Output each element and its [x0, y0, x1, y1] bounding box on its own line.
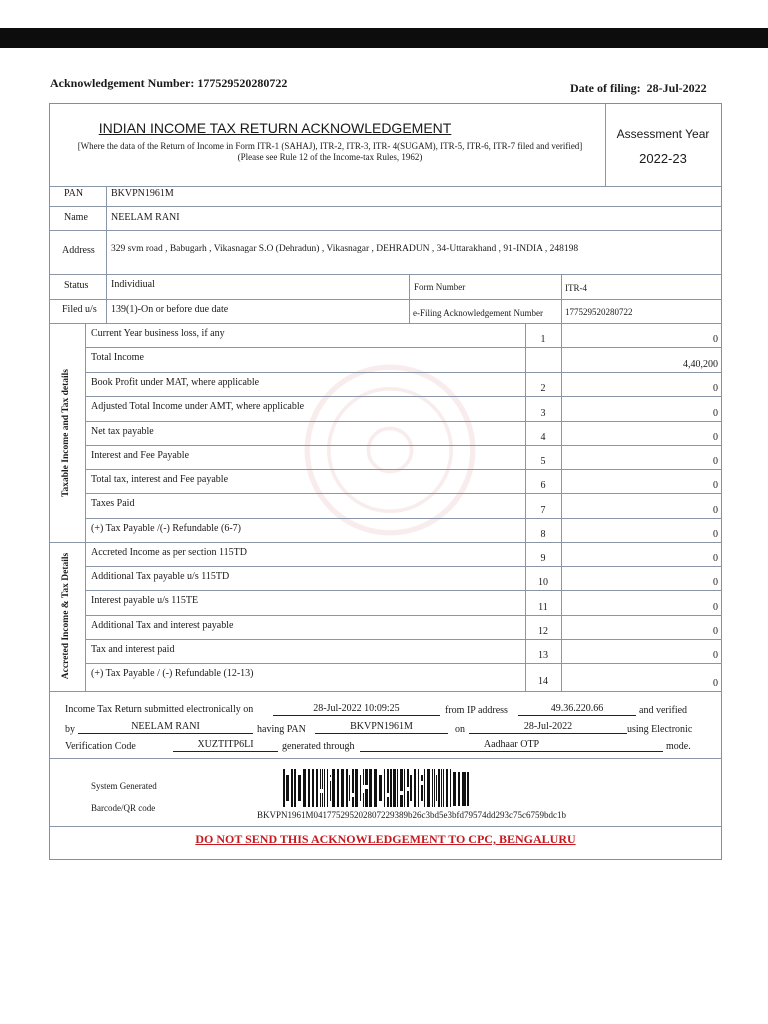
rule: [49, 691, 722, 692]
pan-value: BKVPN1961M: [111, 188, 174, 199]
row-value: 0: [713, 408, 718, 419]
assessment-year-label: Assessment Year: [616, 127, 710, 141]
verification-mode: Aadhaar OTP: [360, 739, 663, 752]
row-value: 0: [713, 577, 718, 588]
form-subtitle-line-1: [Where the data of the Return of Income in Form ITR-1 (SAHAJ), ITR-2, ITR-3, ITR- 4(SUGAM), ITR-5, ITR-6, ITR-7 filed and verified]: [77, 141, 583, 151]
form-subtitle: [60, 141, 600, 163]
row-rule: [85, 663, 722, 664]
barcode-tail-icon: [453, 772, 469, 806]
row-number: 3: [540, 408, 546, 419]
name-value: NEELAM RANI: [111, 212, 180, 223]
status-label: Status: [64, 280, 89, 291]
row-number: 14: [538, 676, 548, 687]
barcode-label-2: Barcode/QR code: [91, 803, 156, 813]
verification-text: Verification Code: [65, 741, 136, 752]
rule: [49, 758, 722, 759]
form-number-label: Form Number: [414, 282, 466, 292]
assessment-year-value: 2022-23: [639, 151, 687, 166]
row-label: Additional Tax payable u/s 115TD: [91, 571, 230, 582]
rule: [49, 299, 722, 300]
col-divider: [561, 274, 562, 323]
row-label: Current Year business loss, if any: [91, 328, 225, 339]
pan-label: PAN: [64, 188, 84, 199]
rule: [49, 323, 722, 324]
row-rule: [85, 566, 722, 567]
filed-us-value: 139(1)-On or before due date: [111, 304, 229, 315]
address-value: 329 svm road , Babugarh , Vikasnagar S.O (Dehradun) , Vikasnagar , DEHRADUN , 34-Uttarakhand , 91-INDIA , 248198: [111, 244, 579, 254]
barcode-label-1: System Generated: [91, 781, 157, 791]
row-label: Total Income: [91, 352, 144, 363]
row-value: 0: [713, 602, 718, 613]
ack-label: Acknowledgement Number:: [50, 76, 195, 90]
date-of-filing: [570, 81, 707, 96]
verified-by-name: NEELAM RANI: [78, 721, 253, 734]
section-label-taxable: Taxable Income and Tax details: [61, 369, 71, 497]
header-divider: [605, 104, 606, 186]
row-label: Taxes Paid: [91, 498, 135, 509]
row-number: 4: [540, 432, 546, 443]
row-value: 0: [713, 432, 718, 443]
verification-text: generated through: [282, 741, 355, 752]
filing-value: 28-Jul-2022: [646, 81, 707, 95]
row-number: 5: [540, 456, 546, 467]
verification-text: by: [65, 724, 75, 735]
ack-value: 177529520280722: [197, 76, 288, 90]
row-number: 7: [540, 505, 546, 516]
section-divider: [85, 323, 86, 691]
rule: [49, 826, 722, 827]
row-value: 0: [713, 678, 718, 689]
top-scan-bar: [0, 28, 768, 48]
row-value: 0: [713, 456, 718, 467]
row-value: 0: [713, 480, 718, 491]
row-rule: [85, 590, 722, 591]
row-label: Accreted Income as per section 115TD: [91, 547, 247, 558]
row-value: 0: [713, 529, 718, 540]
row-number: 13: [538, 650, 548, 661]
row-label: Adjusted Total Income under AMT, where applicable: [91, 401, 305, 412]
verified-pan: BKVPN1961M: [315, 721, 448, 734]
row-number: 9: [540, 553, 546, 564]
barcode-icon: [283, 769, 451, 807]
verified-date: 28-Jul-2022: [469, 721, 627, 734]
evc-code: XUZTITP6LI: [173, 739, 278, 752]
verification-text: mode.: [666, 741, 691, 752]
row-number: 11: [538, 602, 548, 613]
section-rule: [49, 542, 722, 543]
form-title: INDIAN INCOME TAX RETURN ACKNOWLEDGEMENT: [98, 120, 452, 136]
row-label: Book Profit under MAT, where applicable: [91, 377, 260, 388]
rule: [49, 206, 722, 207]
section-label-accreted: Accreted Income & Tax Details: [61, 552, 71, 680]
row-number: 6: [540, 480, 546, 491]
acknowledgement-number: [50, 76, 287, 91]
row-rule: [85, 615, 722, 616]
row-value: 0: [713, 505, 718, 516]
row-value: 0: [713, 553, 718, 564]
emblem-watermark-icon: [300, 360, 480, 540]
row-number: 8: [540, 529, 546, 540]
col-divider: [106, 186, 107, 323]
row-number: 10: [538, 577, 548, 588]
efiling-ack-value: 177529520280722: [565, 307, 633, 317]
efiling-ack-label: e-Filing Acknowledgement Number: [413, 308, 543, 318]
form-subtitle-line-2: (Please see Rule 12 of the Income-tax Rules, 1962): [237, 152, 423, 162]
verification-text: having PAN: [257, 724, 306, 735]
row-number: 2: [540, 383, 546, 394]
row-rule: [85, 372, 722, 373]
row-label: Interest payable u/s 115TE: [91, 595, 199, 606]
row-value: 0: [713, 626, 718, 637]
barcode-code-text: BKVPN1961M041775295202807229389b26c3bd5e3bfd79574dd293c75c6759bdc1b: [257, 810, 566, 820]
row-rule: [85, 518, 722, 519]
cpc-warning: DO NOT SEND THIS ACKNOWLEDGEMENT TO CPC, BENGALURU: [195, 832, 576, 846]
row-rule: [85, 421, 722, 422]
row-number: 12: [538, 626, 548, 637]
rule: [49, 274, 722, 275]
row-rule: [85, 639, 722, 640]
verification-text: Income Tax Return submitted electronically on: [65, 704, 254, 715]
row-value: 0: [713, 334, 718, 345]
filing-label: Date of filing:: [570, 81, 641, 95]
row-rule: [85, 396, 722, 397]
rule: [49, 230, 722, 231]
row-rule: [85, 347, 722, 348]
row-value: 0: [713, 650, 718, 661]
rule: [49, 186, 722, 187]
verification-text: from IP address: [445, 705, 508, 716]
verification-text: on: [455, 724, 465, 735]
ip-address: 49.36.220.66: [518, 703, 636, 716]
row-label: Net tax payable: [91, 426, 154, 437]
row-value: 4,40,200: [683, 359, 718, 370]
col-divider: [409, 274, 410, 323]
filed-us-label: Filed u/s: [62, 304, 97, 315]
row-rule: [85, 469, 722, 470]
row-label: (+) Tax Payable / (-) Refundable (12-13): [91, 668, 254, 679]
name-label: Name: [64, 212, 88, 223]
address-label: Address: [62, 245, 95, 256]
row-label: Tax and interest paid: [91, 644, 175, 655]
verification-text: using Electronic: [627, 724, 693, 735]
row-label: Total tax, interest and Fee payable: [91, 474, 229, 485]
row-rule: [85, 493, 722, 494]
row-value: 0: [713, 383, 718, 394]
submitted-datetime: 28-Jul-2022 10:09:25: [273, 703, 440, 716]
row-rule: [85, 445, 722, 446]
row-label: Additional Tax and interest payable: [91, 620, 234, 631]
row-number: 1: [540, 334, 546, 345]
row-label: (+) Tax Payable /(-) Refundable (6-7): [91, 523, 241, 534]
form-number-value: ITR-4: [565, 283, 587, 293]
verification-text: and verified: [639, 705, 688, 716]
status-value: Individiual: [111, 279, 155, 290]
row-label: Interest and Fee Payable: [91, 450, 190, 461]
